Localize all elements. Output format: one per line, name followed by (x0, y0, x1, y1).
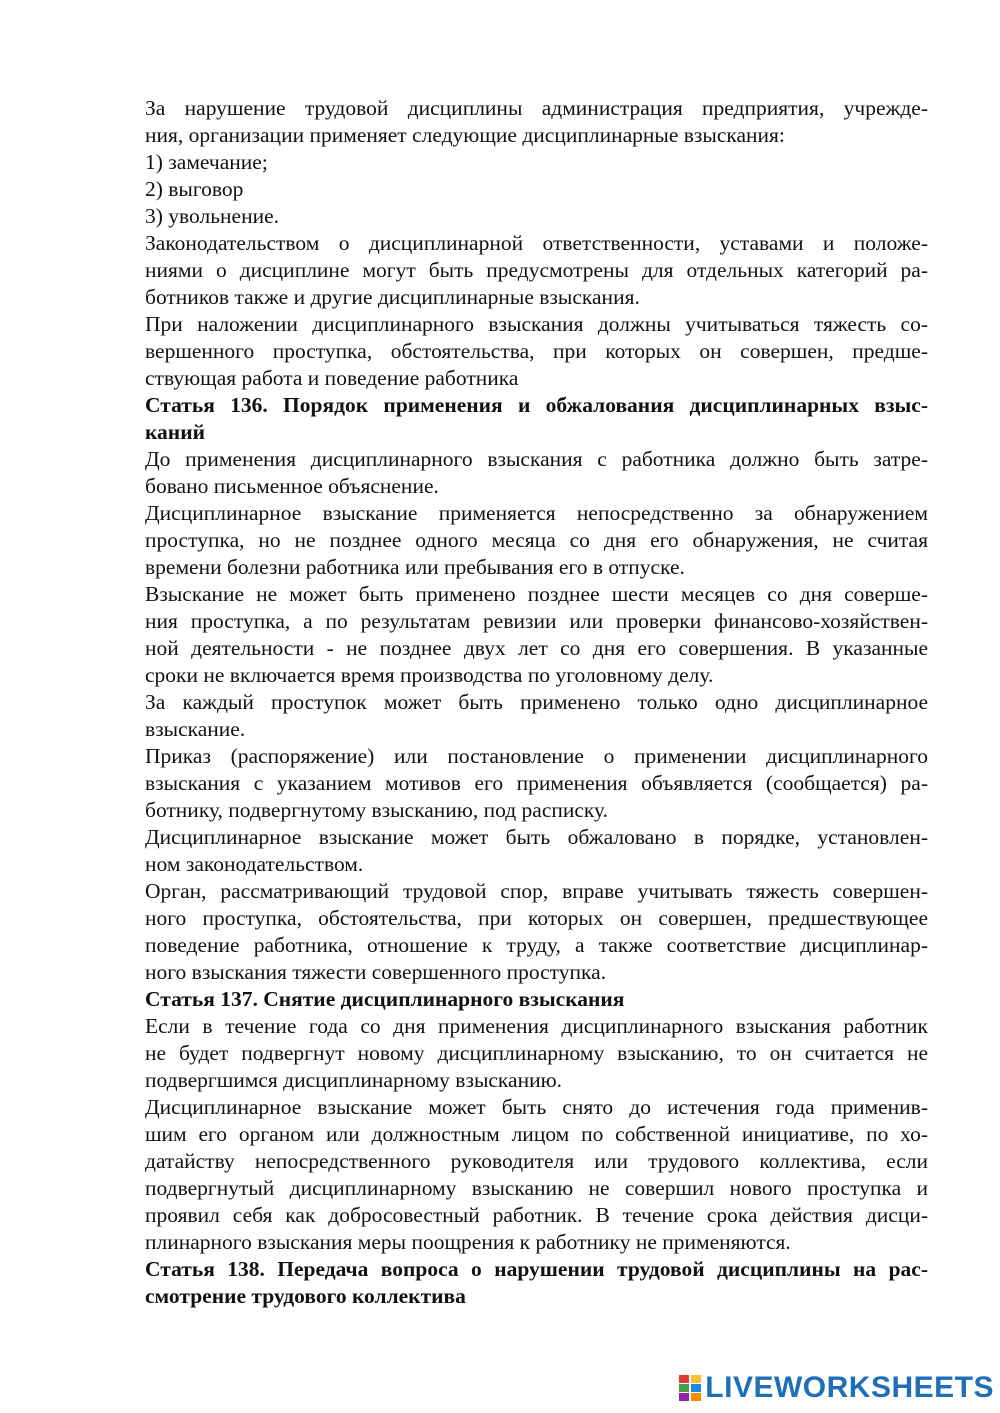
text-line: 1) замечание; (145, 150, 268, 174)
text-line: бовано письменное объяснение. (145, 474, 439, 498)
text-line: Законодательством о дисциплинарной ответственности, уставами и положе- (145, 231, 928, 255)
article-heading-line: Статья 136. Порядок применения и обжалования дисциплинарных взыс- (145, 393, 928, 417)
text-line: 2) выговор (145, 177, 244, 201)
text-line: ниями о дисциплине могут быть предусмотрены для отдельных категорий ра- (145, 258, 928, 282)
text-line: взыскание. (145, 717, 246, 741)
article-heading-line: смотрение трудового коллектива (145, 1284, 466, 1308)
text-line: Дисциплинарное взыскание применяется непосредственно за обнаружением (145, 501, 928, 525)
liveworksheets-logo-text: LIVEWORKSHEETS (705, 1371, 994, 1404)
text-line: 3) увольнение. (145, 204, 280, 228)
text-line: До применения дисциплинарного взыскания с работника должно быть затре- (145, 447, 928, 471)
text-line: датайству непосредственного руководителя или трудового коллектива, если (145, 1149, 928, 1173)
text-line: вершенного проступка, обстоятельства, при которых он совершен, предше- (145, 339, 928, 363)
text-line: шим его органом или должностным лицом по собственной инициативе, по хо- (145, 1122, 928, 1146)
text-line: ного взыскания тяжести совершенного проступка. (145, 960, 607, 984)
article-heading-line: Статья 137. Снятие дисциплинарного взыскания (145, 987, 625, 1011)
text-line: времени болезни работника или пребывания его в отпуске. (145, 555, 685, 579)
document-body (145, 95, 928, 1310)
text-line: проступка, но не позднее одного месяца со дня его обнаружения, не считая (145, 528, 928, 552)
text-line: ботнику, подвергнутому взысканию, под расписку. (145, 798, 609, 822)
text-line: Дисциплинарное взыскание может быть снято до истечения года применив- (145, 1095, 928, 1119)
text-line: При наложении дисциплинарного взыскания должны учитываться тяжесть со- (145, 312, 928, 336)
text-line: подвергнутый дисциплинарному взысканию не совершил нового проступка и (145, 1176, 928, 1200)
text-line: Орган, рассматривающий трудовой спор, вправе учитывать тяжесть совершен- (145, 879, 928, 903)
article-heading-line: каний (145, 420, 205, 444)
text-line: За каждый проступок может быть применено только одно дисциплинарное (145, 690, 928, 714)
liveworksheets-logo-icon (678, 1374, 702, 1402)
text-line: ствующая работа и поведение работника (145, 366, 519, 390)
text-line: Если в течение года со дня применения дисциплинарного взыскания работник (145, 1014, 928, 1038)
liveworksheets-logo[interactable] (678, 1371, 994, 1405)
text-line: ния проступка, а по результатам ревизии или проверки финансово-хозяйствен- (145, 609, 928, 633)
text-line: сроки не включается время производства по уголовному делу. (145, 663, 714, 687)
text-line: подвергшимся дисциплинарному взысканию. (145, 1068, 563, 1092)
text-line: ного проступка, обстоятельства, при которых он совершен, предшествующее (145, 906, 928, 930)
text-line: ной деятельности - не позднее двух лет со дня его совершения. В указанные (145, 636, 928, 660)
article-heading-line: Статья 138. Передача вопроса о нарушении трудовой дисциплины на рас- (145, 1257, 928, 1281)
text-line: ния, организации применяет следующие дисциплинарные взыскания: (145, 123, 785, 147)
text-line: поведение работника, отношение к труду, а также соответствие дисциплинар- (145, 933, 928, 957)
text-line: плинарного взыскания меры поощрения к работнику не применяются. (145, 1230, 791, 1254)
text-line: проявил себя как добросовестный работник. В течение срока действия дисци- (145, 1203, 928, 1227)
text-line: Взыскание не может быть применено позднее шести месяцев со дня соверше- (145, 582, 928, 606)
text-line: Дисциплинарное взыскание может быть обжаловано в порядке, установлен- (145, 825, 928, 849)
text-line: За нарушение трудовой дисциплины администрация предприятия, учрежде- (145, 96, 928, 120)
text-line: Приказ (распоряжение) или постановление о применении дисциплинарного (145, 744, 928, 768)
text-line: ном законодательством. (145, 852, 364, 876)
text-line: ботников также и другие дисциплинарные взыскания. (145, 285, 640, 309)
text-line: взыскания с указанием мотивов его применения объявляется (сообщается) ра- (145, 771, 928, 795)
text-line: не будет подвергнут новому дисциплинарному взысканию, то он считается не (145, 1041, 928, 1065)
